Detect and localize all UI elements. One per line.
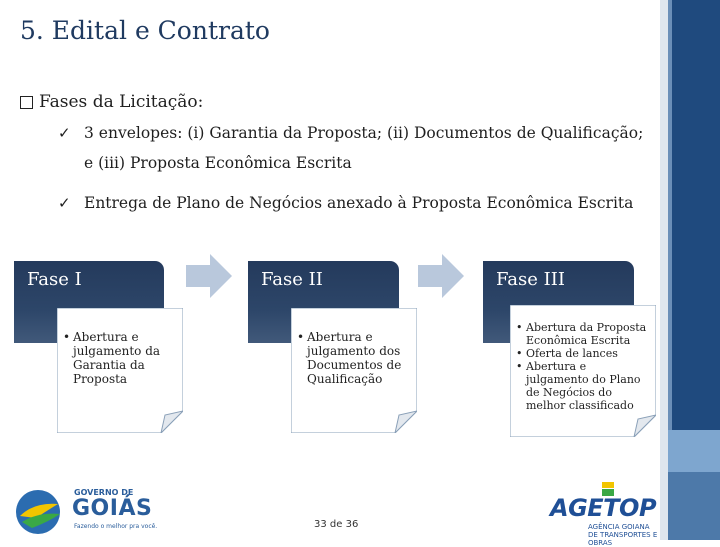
phase-2-item: • Abertura e julgamento dos Documentos de Qualificação: [297, 330, 409, 386]
phase-2-card: [291, 308, 417, 433]
page-number: 33 de 36: [314, 519, 359, 530]
arrow-right-icon: [186, 254, 232, 298]
phase-1-card: [57, 308, 183, 433]
band-tile-bottom: [668, 472, 720, 540]
agetop-logo: [548, 482, 668, 547]
sub-bullet-text: 3 envelopes: (i) Garantia da Proposta; (ii) Documentos de Qualificação; e (iii) Proposta Econômica Escrita: [84, 124, 644, 172]
phase-1-title: Fase I: [27, 269, 82, 290]
agetop-logo-line1: AGÊNCIA GOIANA: [588, 523, 650, 531]
slide-title: 5. Edital e Contrato: [20, 16, 270, 45]
phase-3-card: [510, 305, 656, 437]
phase-3-title: Fase III: [496, 269, 565, 290]
goias-logo: [8, 482, 158, 538]
arrow-right-icon: [418, 254, 464, 298]
sub-bullet-business-plan: [58, 188, 648, 218]
main-bullet-text: Fases da Licitação:: [39, 92, 204, 112]
goias-logo-name: GOIÁS: [72, 496, 153, 521]
agetop-logo-line2: DE TRANSPORTES E OBRAS: [588, 531, 658, 547]
goias-logo-top: GOVERNO DE: [74, 488, 134, 497]
phase-2-title: Fase II: [261, 269, 323, 290]
phase-1-item: • Abertura e julgamento da Garantia da Proposta: [63, 330, 175, 386]
goias-logo-tagline: Fazendo o melhor pra você.: [74, 523, 158, 530]
checkbox-bullet-icon: [20, 96, 33, 109]
phase-3-item: • Abertura da Proposta Econômica Escrita: [516, 321, 650, 347]
checkmark-icon: ✓: [58, 194, 71, 212]
phase-3-item: • Abertura e julgamento do Plano de Negócios do melhor classificado: [516, 360, 650, 412]
globe-icon: [14, 488, 66, 536]
right-decorative-band: [668, 0, 720, 540]
main-bullet: [20, 92, 203, 112]
agetop-logo-name: AGETOP: [550, 494, 657, 522]
band-tile-top: [668, 0, 720, 430]
sub-bullet-envelopes: [58, 118, 648, 178]
phase-3-item: • Oferta de lances: [516, 347, 650, 360]
sub-bullet-text: Entrega de Plano de Negócios anexado à Proposta Econômica Escrita: [84, 194, 634, 212]
right-light-strip: [660, 0, 668, 540]
checkmark-icon: ✓: [58, 124, 71, 142]
band-tile-middle: [668, 430, 720, 472]
